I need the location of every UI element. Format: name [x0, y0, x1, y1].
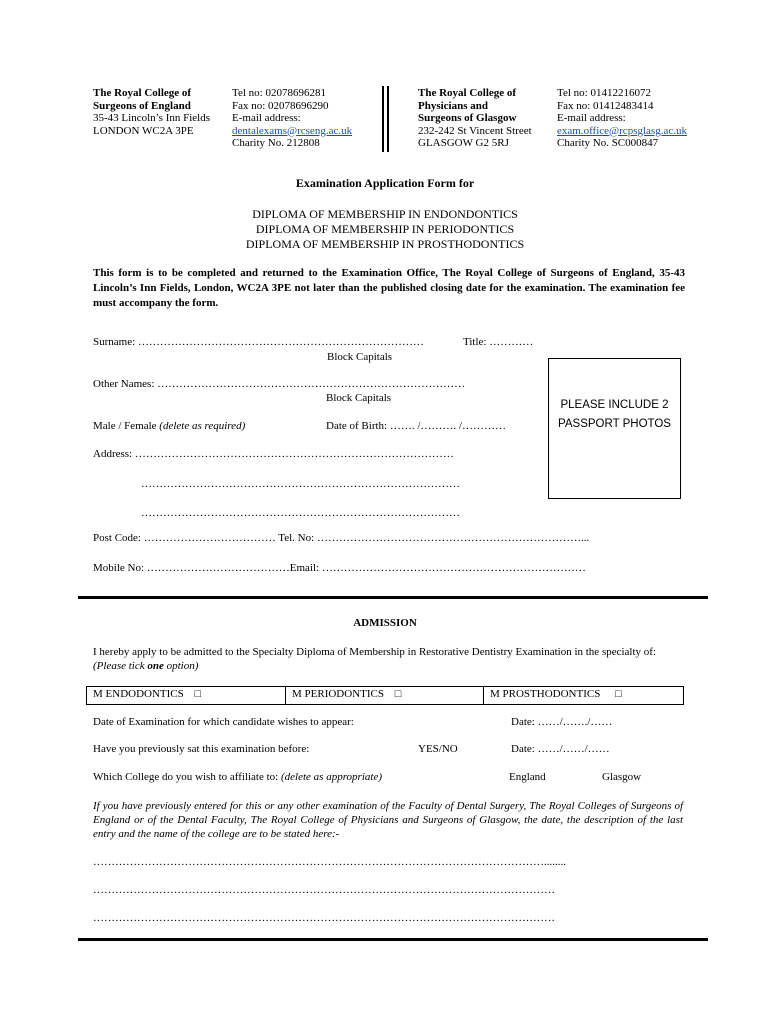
tel-field[interactable]: ………………………………………………………………... — [316, 532, 590, 544]
title-field[interactable]: ………… — [489, 336, 534, 348]
rcse-fax: Fax no: 02078696290 — [232, 99, 329, 112]
college-row — [93, 771, 382, 783]
address-label: Address: — [93, 448, 133, 460]
surname-block-capitals: Block Capitals — [327, 351, 393, 363]
tick-note-a: (Please tick — [93, 660, 148, 672]
other-names-row — [93, 378, 465, 390]
tick-note-c: option) — [163, 660, 199, 672]
passport-photo-instructions — [549, 396, 680, 434]
exam-date-field[interactable]: Date: ……/……./…… — [511, 716, 613, 728]
title-row — [463, 336, 533, 348]
sex-label[interactable]: Male / Female — [93, 420, 157, 432]
table-divider-2 — [483, 687, 484, 704]
rcse-email-label: E-mail address: — [232, 112, 301, 124]
exam-date-label: Date of Examination for which candidate wishes to appear: — [93, 716, 354, 728]
rcps-name-line1: The Royal College of — [418, 87, 517, 99]
tick-note — [93, 660, 198, 672]
postcode-label: Post Code: — [93, 532, 141, 544]
diploma-list — [0, 207, 770, 252]
college-label: Which College do you wish to affiliate to: — [93, 771, 279, 783]
rcse-address-block — [93, 87, 210, 137]
previous-entry-note: If you have previously entered for this or any other examination of the Faculty of Dental Surgery, The Royal Colleges of Surgeons of England or of the Dental Faculty, The Royal College of Physicians and Surgeons of Glasgow, the date, the description of the last entry and the name of the college are to be stated here:- — [93, 800, 683, 840]
option-endodontics-checkbox[interactable]: □ — [194, 688, 202, 700]
admission-intro — [93, 645, 683, 673]
sex-note: (delete as required) — [159, 420, 246, 432]
sex-row[interactable] — [93, 420, 245, 432]
instructions-paragraph: This form is to be completed and returned to the Examination Office, The Royal College of Surgeons of England, 35-43 Lincoln’s Inn Fields, London, WC2A 3PE not later than the published closing date for the examination. The examination fee must accompany the form. — [93, 267, 685, 309]
surname-label: Surname: — [93, 336, 136, 348]
header-divider-right — [387, 86, 389, 152]
address-field-line1[interactable]: …………………………………………………………………………… — [134, 448, 454, 460]
title-label: Title: — [463, 336, 487, 348]
form-title: Examination Application Form for — [295, 176, 475, 190]
dob-label: Date of Birth: — [326, 420, 388, 432]
previous-date-field[interactable]: Date: ……/……/…… — [511, 743, 610, 755]
rcps-charity: Charity No. SC000847 — [557, 137, 659, 149]
previous-sat-label: Have you previously sat this examination before: — [93, 743, 310, 755]
specialty-options-table — [86, 686, 684, 705]
tel-label: Tel. No: — [278, 532, 315, 544]
option-periodontics[interactable] — [292, 688, 401, 700]
section-divider — [78, 596, 708, 599]
dob-row — [326, 420, 506, 432]
rcps-tel: Tel no: 01412216072 — [557, 87, 651, 99]
option-prosthodontics[interactable] — [490, 688, 622, 700]
option-endodontics[interactable] — [93, 688, 201, 700]
dob-field[interactable]: ……. /………. /………… — [389, 420, 506, 432]
option-prosthodontics-checkbox[interactable]: □ — [615, 688, 622, 700]
rcps-email-label: E-mail address: — [557, 112, 626, 124]
previous-entry-line3[interactable]: ……………………………………………………………………………………………………………… — [93, 912, 555, 924]
email-label: Email: — [289, 562, 320, 574]
rcse-contact-block — [232, 87, 352, 150]
rcse-tel: Tel no: 02078696281 — [232, 87, 326, 99]
tick-note-one: one — [147, 660, 164, 672]
college-glasgow-option[interactable]: Glasgow — [602, 771, 642, 783]
bottom-divider — [78, 938, 708, 941]
diploma-endodontics: DIPLOMA OF MEMBERSHIP IN ENDONDONTICS — [252, 207, 518, 221]
email-field[interactable]: ……………………………………………………………… — [321, 562, 586, 574]
option-endodontics-label: M ENDODONTICS — [93, 688, 184, 700]
college-note: (delete as appropriate) — [280, 771, 382, 783]
surname-row — [93, 336, 424, 348]
address-field-line2[interactable]: …………………………………………………………………………… — [141, 478, 460, 490]
photo-line2: PASSPORT PHOTOS — [558, 418, 671, 430]
rcps-name-line3: Surgeons of Glasgow — [418, 112, 517, 124]
address-row — [93, 448, 454, 460]
rcse-address-line2: LONDON WC2A 3PE — [93, 124, 194, 137]
rcse-address-line1: 35-43 Lincoln’s Inn Fields — [93, 112, 211, 124]
other-names-label: Other Names: — [93, 378, 155, 390]
rcps-address-line1: 232-242 St Vincent Street — [418, 124, 532, 137]
rcps-address-block — [418, 87, 532, 150]
rcps-fax: Fax no: 01412483414 — [557, 99, 654, 112]
admission-heading: ADMISSION — [353, 617, 417, 629]
address-field-line3[interactable]: …………………………………………………………………………… — [141, 507, 460, 519]
header-divider-left — [382, 86, 384, 152]
diploma-prosthodontics: DIPLOMA OF MEMBERSHIP IN PROSTHODONTICS — [245, 237, 525, 251]
previous-entry-line2[interactable]: ……………………………………………………………………………………………………………… — [93, 884, 555, 896]
diploma-periodontics: DIPLOMA OF MEMBERSHIP IN PERIODONTICS — [255, 222, 515, 236]
mobile-row — [93, 562, 586, 574]
mobile-label: Mobile No: — [93, 562, 145, 574]
passport-photo-box — [548, 358, 681, 499]
option-prosthodontics-label: M PROSTHODONTICS — [490, 688, 601, 700]
rcse-charity: Charity No. 212808 — [232, 137, 320, 149]
college-england-option[interactable]: England — [509, 771, 546, 783]
rcps-email-link[interactable]: exam.office@rcpsglasg.ac.uk — [557, 124, 687, 137]
rcse-name-line1: The Royal College of — [93, 87, 192, 99]
postcode-row — [93, 532, 589, 544]
other-names-block-capitals: Block Capitals — [326, 392, 392, 404]
table-divider-1 — [285, 687, 286, 704]
mobile-field[interactable]: ………………………………… — [146, 562, 290, 574]
other-names-field[interactable]: ………………………………………………………………………… — [157, 378, 466, 390]
option-periodontics-label: M PERIODONTICS — [292, 688, 384, 700]
photo-line1: PLEASE INCLUDE 2 — [560, 399, 669, 411]
previous-entry-line1[interactable]: ……………………………………………………………………………………………………………........ — [93, 856, 566, 868]
surname-field[interactable]: …………………………………………………………………… — [137, 336, 424, 348]
option-periodontics-checkbox[interactable]: □ — [394, 688, 402, 700]
yes-no-option[interactable]: YES/NO — [418, 743, 458, 755]
rcps-name-line2: Physicians and — [418, 99, 488, 112]
rcps-contact-block — [557, 87, 687, 150]
rcps-address-line2: GLASGOW G2 5RJ — [418, 137, 509, 149]
postcode-field[interactable]: ……………………………… — [143, 532, 276, 544]
admission-intro-text: I hereby apply to be admitted to the Specialty Diploma of Membership in Restorative Dentistry Examination in the specialty of: — [93, 646, 657, 658]
rcse-name-line2: Surgeons of England — [93, 99, 191, 112]
rcse-email-link[interactable]: dentalexams@rcseng.ac.uk — [232, 124, 353, 137]
